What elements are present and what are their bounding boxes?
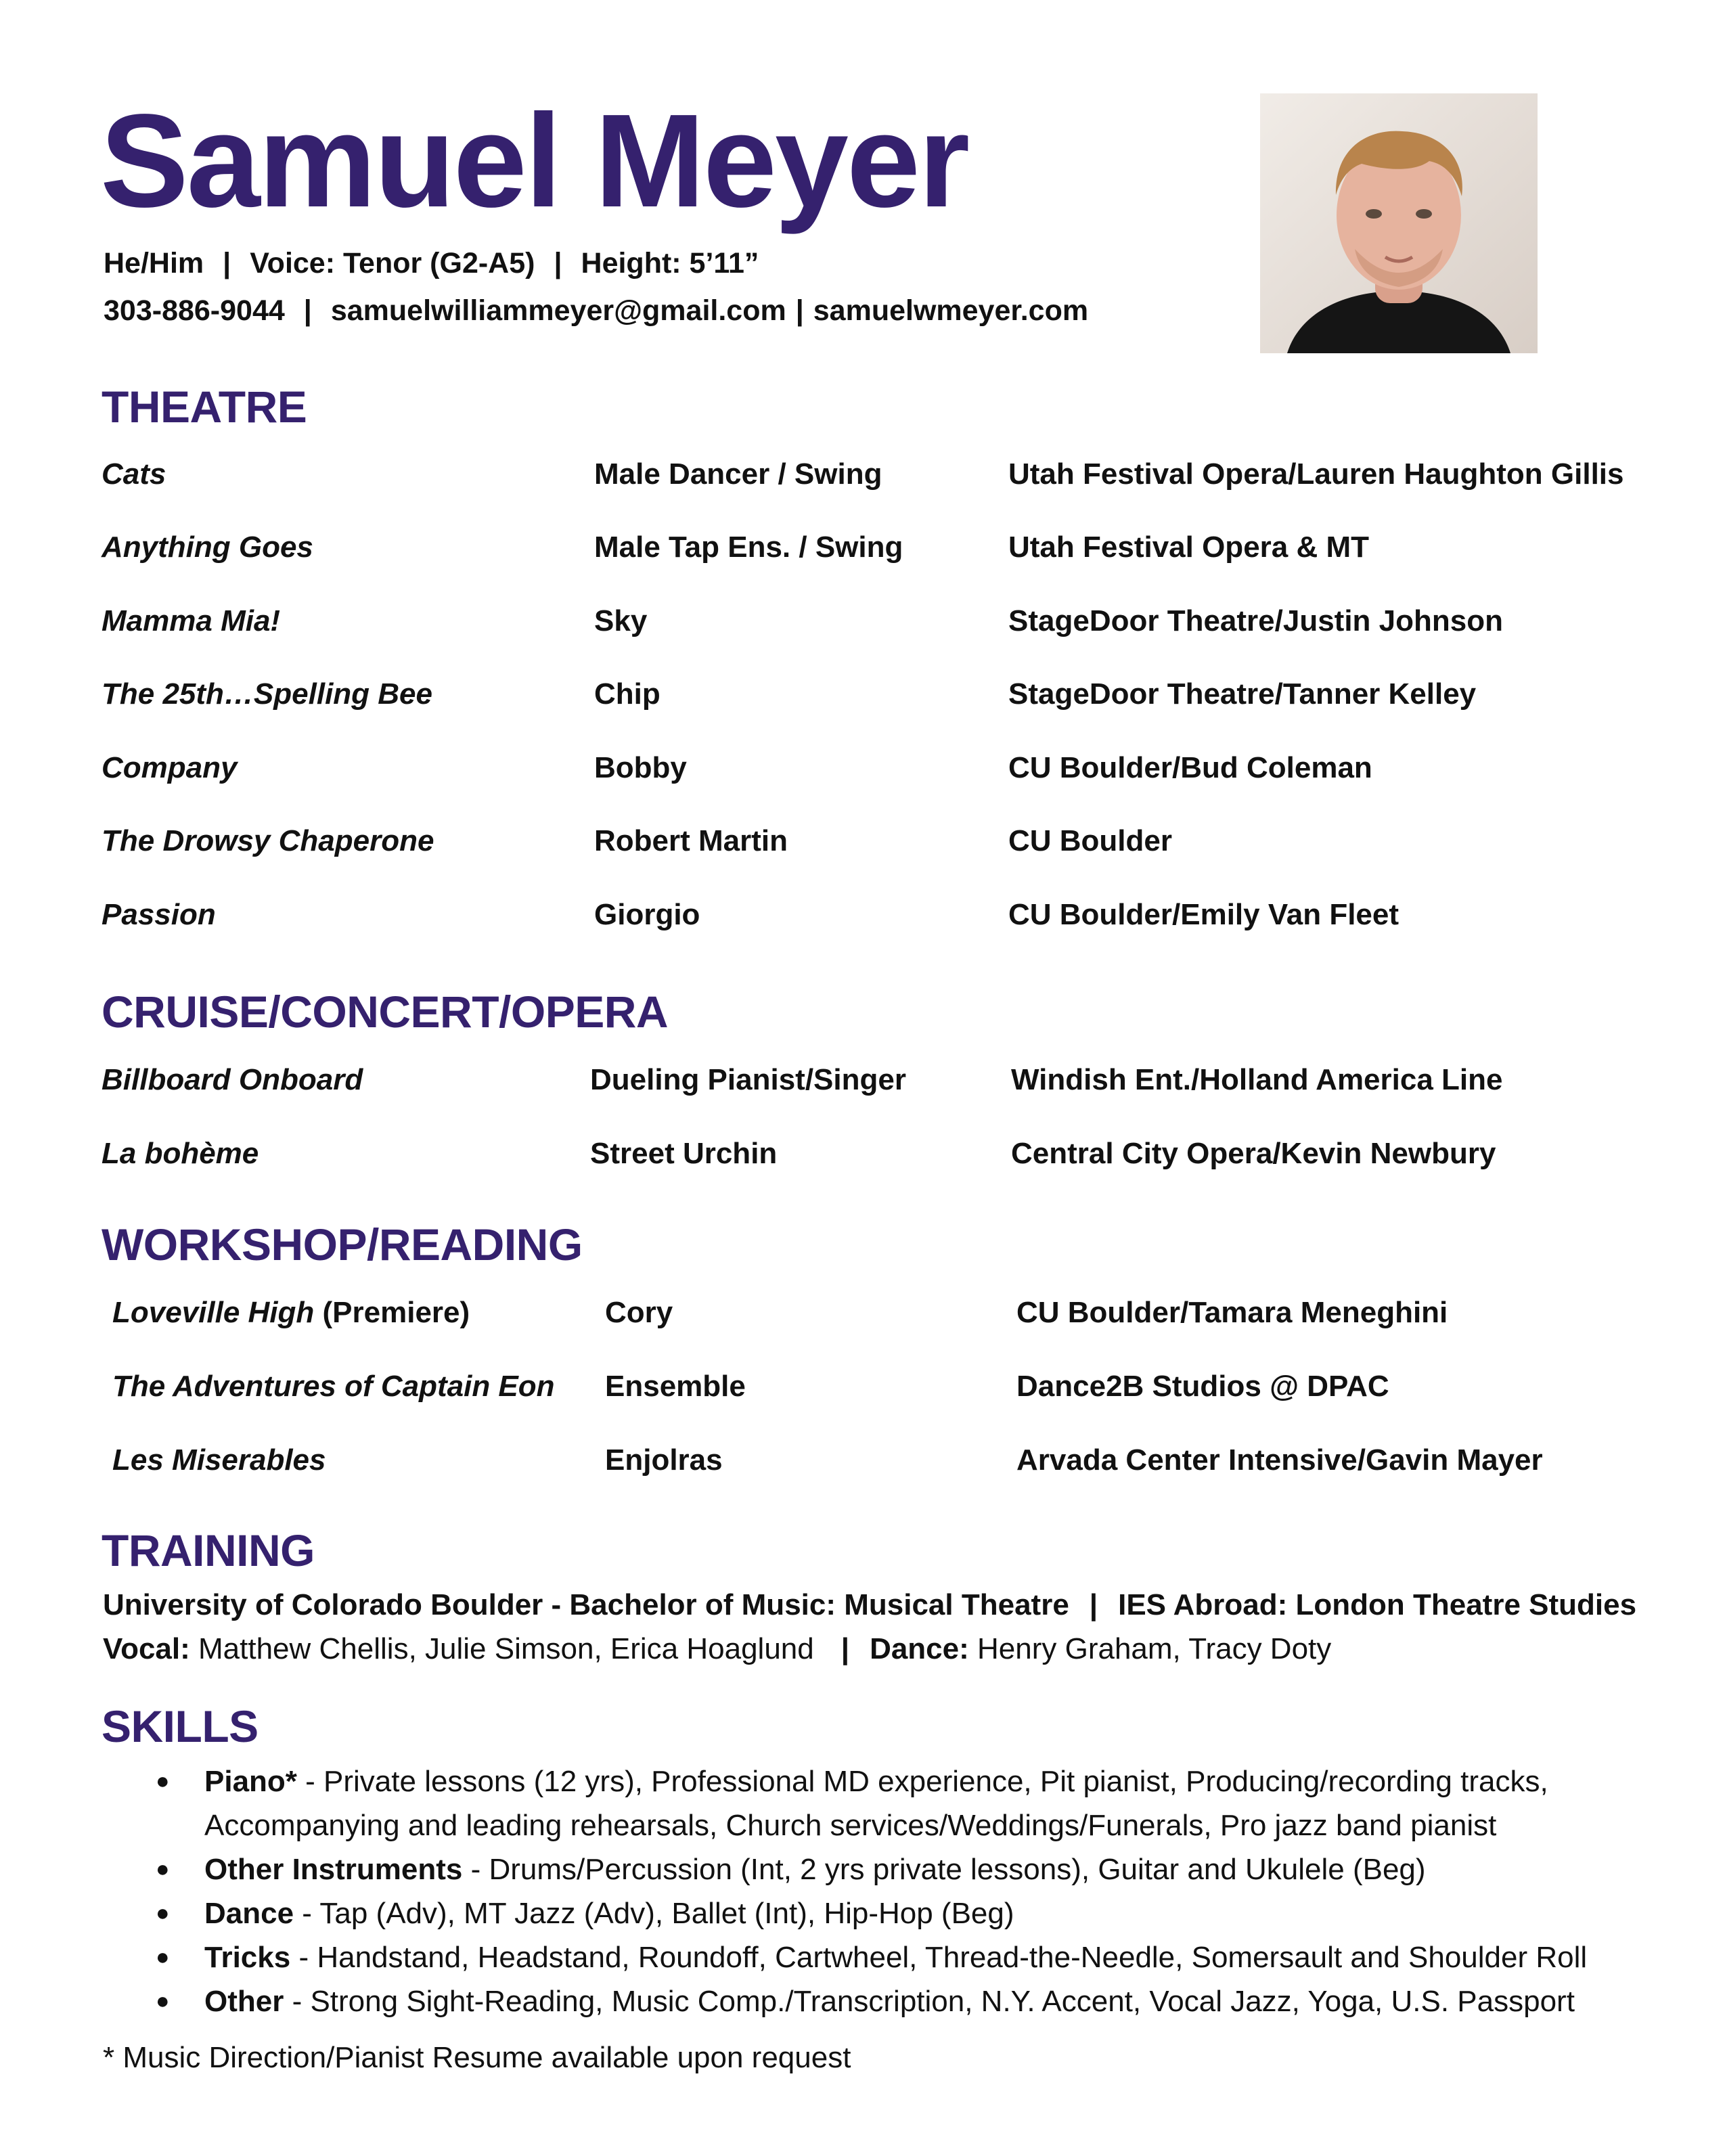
credit-row: [0, 1366, 1725, 1407]
role: Chip: [594, 677, 660, 711]
page-title: Samuel Meyer: [100, 87, 968, 235]
list-item: [150, 1847, 1680, 1891]
show-title: La bohème: [102, 1137, 259, 1170]
role: Male Dancer / Swing: [594, 457, 882, 491]
training-teachers: [103, 1634, 1331, 1664]
bullet: ●: [156, 1944, 170, 1970]
headshot-photo: [1260, 93, 1538, 353]
show-title: Passion: [102, 898, 216, 931]
show-title-group: [112, 1293, 470, 1333]
separator: |: [303, 294, 312, 327]
company: Dance2B Studios @ DPAC: [1016, 1370, 1389, 1403]
list-item: [150, 1891, 1680, 1935]
company: StageDoor Theatre/Tanner Kelley: [1008, 677, 1477, 711]
credit-row: [0, 895, 1725, 935]
show-title: Les Miserables: [112, 1443, 326, 1477]
company: Utah Festival Opera & MT: [1008, 531, 1370, 564]
separator: |: [795, 294, 804, 327]
section-heading-theatre: THEATRE: [102, 382, 307, 432]
dance-label: Dance:: [870, 1632, 969, 1665]
role: Giorgio: [594, 898, 700, 931]
footnote: * Music Direction/Pianist Resume available upon request: [103, 2041, 851, 2074]
separator: |: [554, 247, 562, 279]
credit-row: [0, 527, 1725, 568]
bullet: ●: [156, 1900, 170, 1926]
skill-label: Dance: [204, 1897, 294, 1930]
credit-row: [0, 748, 1725, 788]
credit-row: [0, 821, 1725, 861]
skill-label: Other Instruments: [204, 1853, 463, 1886]
company: CU Boulder: [1008, 824, 1172, 857]
credit-row: [0, 674, 1725, 715]
height: Height: 5’11”: [581, 247, 759, 279]
credit-row: [0, 454, 1725, 495]
voice-type: Voice: Tenor (G2-A5): [250, 247, 535, 279]
headshot-image: [1260, 93, 1538, 353]
email-link[interactable]: samuelwilliammeyer@gmail.com: [330, 294, 786, 327]
section-heading-cruise-concert-opera: CRUISE/CONCERT/OPERA: [102, 987, 669, 1037]
company: Utah Festival Opera/Lauren Haughton Gillis: [1008, 457, 1624, 491]
show-title: Anything Goes: [102, 531, 313, 564]
role: Robert Martin: [594, 824, 788, 857]
show-title: The Adventures of Captain Eon: [112, 1370, 555, 1403]
credit-row: [0, 1133, 1725, 1174]
company: CU Boulder/Bud Coleman: [1008, 751, 1372, 784]
credit-row: [0, 1060, 1725, 1100]
company: Central City Opera/Kevin Newbury: [1011, 1137, 1496, 1170]
skill-text: - Drums/Percussion (Int, 2 yrs private lessons), Guitar and Ukulele (Beg): [462, 1853, 1426, 1886]
skill-text: - Strong Sight-Reading, Music Comp./Transcription, N.Y. Accent, Vocal Jazz, Yoga, U.S. Passport: [284, 1985, 1575, 2018]
role: Dueling Pianist/Singer: [590, 1063, 906, 1096]
company: CU Boulder/Emily Van Fleet: [1008, 898, 1399, 931]
vocal-teachers: Matthew Chellis, Julie Simson, Erica Hoaglund: [189, 1632, 814, 1665]
contact-info: [104, 296, 1088, 325]
skills-list: [150, 1759, 1680, 2023]
role: Enjolras: [605, 1443, 723, 1477]
dance-teachers: Henry Graham, Tracy Doty: [968, 1632, 1332, 1665]
bullet: ●: [156, 1988, 170, 2014]
skill-text: - Tap (Adv), MT Jazz (Adv), Ballet (Int), Hip-Hop (Beg): [294, 1897, 1014, 1930]
role: Sky: [594, 604, 648, 637]
section-heading-skills: SKILLS: [102, 1701, 259, 1751]
credit-row: [0, 1440, 1725, 1481]
skill-text: - Handstand, Headstand, Roundoff, Cartwheel, Thread-the-Needle, Somersault and Shoulder Roll: [290, 1941, 1588, 1974]
study-abroad: IES Abroad: London Theatre Studies: [1118, 1588, 1637, 1621]
company: Arvada Center Intensive/Gavin Mayer: [1016, 1443, 1543, 1477]
skill-label: Tricks: [204, 1941, 291, 1974]
show-title: Mamma Mia!: [102, 604, 281, 637]
credit-row: [0, 1293, 1725, 1333]
company: CU Boulder/Tamara Meneghini: [1016, 1296, 1448, 1329]
role: Bobby: [594, 751, 687, 784]
show-title: Cats: [102, 457, 166, 491]
role: Male Tap Ens. / Swing: [594, 531, 903, 564]
list-item: [150, 1759, 1680, 1847]
credit-row: [0, 601, 1725, 642]
separator: |: [841, 1632, 850, 1665]
show-title: Company: [102, 751, 238, 784]
show-title: Loveville High: [112, 1296, 315, 1329]
role: Street Urchin: [590, 1137, 778, 1170]
list-item: [150, 1979, 1680, 2023]
training-education: [103, 1590, 1636, 1620]
role: Ensemble: [605, 1370, 746, 1403]
role: Cory: [605, 1296, 673, 1329]
show-note: (Premiere): [314, 1296, 470, 1329]
skill-label: Piano*: [204, 1765, 297, 1798]
actor-stats: [104, 249, 759, 278]
company: StageDoor Theatre/Justin Johnson: [1008, 604, 1503, 637]
bullet: ●: [156, 1768, 170, 1794]
skill-text: - Private lessons (12 yrs), Professional MD experience, Pit pianist, Producing/recording tracks, Accompanying and leading rehearsals, Church services/Weddings/Funerals, Pro jazz band pianist: [204, 1765, 1548, 1842]
list-item: [150, 1935, 1680, 1979]
vocal-label: Vocal:: [103, 1632, 190, 1665]
bullet: ●: [156, 1856, 170, 1882]
website-link[interactable]: samuelwmeyer.com: [813, 294, 1089, 327]
show-title: Billboard Onboard: [102, 1063, 363, 1096]
phone-number: 303-886-9044: [104, 294, 285, 327]
show-title: The 25th…Spelling Bee: [102, 677, 432, 711]
company: Windish Ent./Holland America Line: [1011, 1063, 1503, 1096]
degree: University of Colorado Boulder - Bachelor of Music: Musical Theatre: [103, 1588, 1069, 1621]
skill-label: Other: [204, 1985, 284, 2018]
section-heading-training: TRAINING: [102, 1525, 315, 1575]
pronouns: He/Him: [104, 247, 204, 279]
section-heading-workshop-reading: WORKSHOP/READING: [102, 1219, 583, 1270]
separator: |: [1089, 1588, 1098, 1621]
show-title: The Drowsy Chaperone: [102, 824, 434, 857]
separator: |: [223, 247, 231, 279]
